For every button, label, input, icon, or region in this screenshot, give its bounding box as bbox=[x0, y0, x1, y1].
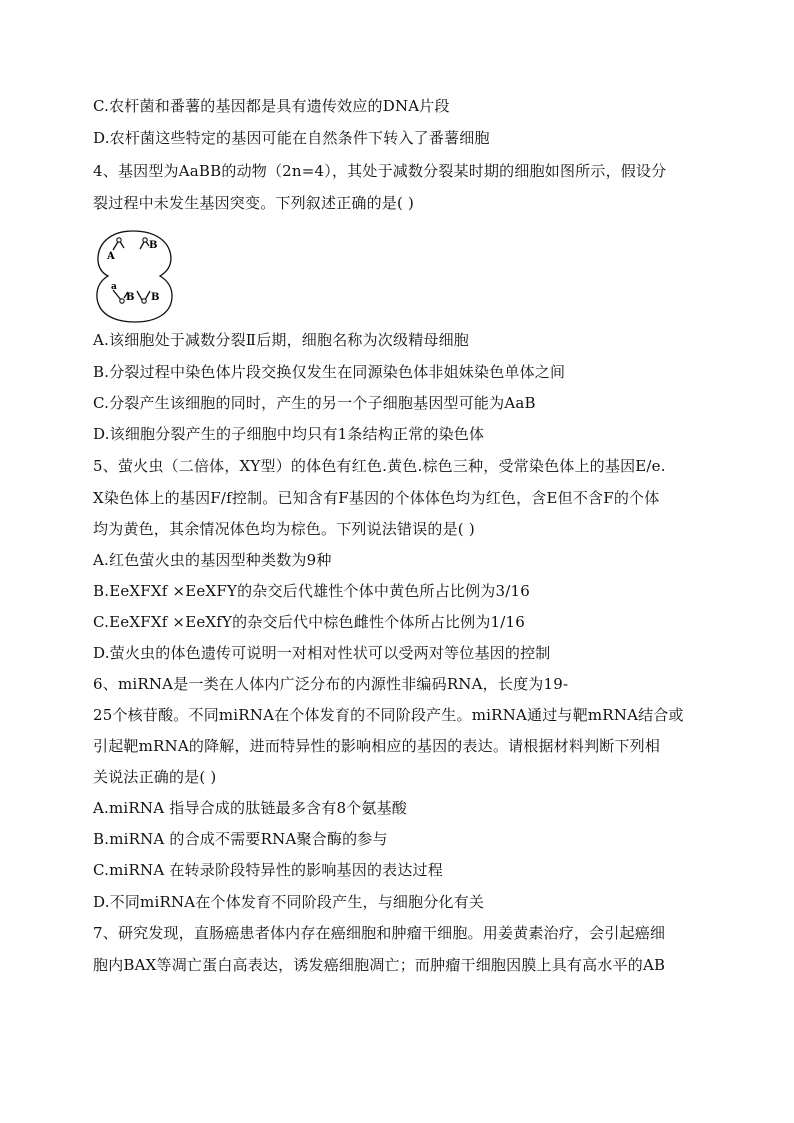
gene-label-a: a bbox=[111, 282, 117, 292]
q4-stem-line-2: 裂过程中未发生基因突变。下列叙述正确的是( ) bbox=[93, 194, 415, 212]
q4-option-c: C.分裂产生该细胞的同时，产生的另一个子细胞基因型可能为AaB bbox=[93, 394, 536, 412]
chromosome-lower-mid-right bbox=[137, 291, 142, 300]
q5-stem-line-3: 均为黄色，其余情况体色均为棕色。下列说法错误的是( ) bbox=[93, 520, 475, 538]
q6-option-a: A.miRNA 指导合成的肽链最多含有8个氨基酸 bbox=[93, 799, 407, 817]
q6-option-d: D.不同miRNA在个体发育不同阶段产生，与细胞分化有关 bbox=[93, 893, 485, 911]
gene-label-A: A bbox=[107, 251, 115, 262]
q4-option-d: D.该细胞分裂产生的子细胞中均只有1条结构正常的染色体 bbox=[93, 425, 485, 443]
q5-option-a: A.红色萤火虫的基因型种类数为9种 bbox=[93, 551, 332, 569]
q3-option-c: C.农杆菌和番薯的基因都是具有遗传效应的DNA片段 bbox=[93, 97, 450, 115]
q5-option-c: C.EeXFXf ×EeXfY的杂交后代中棕色雌性个体所占比例为1/16 bbox=[93, 613, 526, 631]
q6-stem-line-2: 25个核苷酸。不同miRNA在个体发育的不同阶段产生。miRNA通过与靶mRNA结合或 bbox=[93, 706, 684, 724]
q6-stem-line-1: 6、miRNA是一类在人体内广泛分布的内源性非编码RNA，长度为19- bbox=[93, 675, 569, 693]
centromere-upper-left bbox=[117, 238, 121, 242]
q6-stem-line-4: 关说法正确的是( ) bbox=[93, 768, 217, 786]
q4-stem-line-1: 4、基因型为AaBB的动物（2n=4），其处于减数分裂某时期的细胞如图所示，假设分 bbox=[93, 162, 667, 180]
q4-option-a: A.该细胞处于减数分裂Ⅱ后期，细胞名称为次级精母细胞 bbox=[93, 331, 469, 349]
cell-division-figure bbox=[93, 228, 177, 324]
centromere-upper-right bbox=[143, 238, 147, 242]
q6-stem-line-3: 引起靶mRNA的降解，进而特异性的影响相应的基因的表达。请根据材料判断下列相 bbox=[93, 737, 661, 755]
chromosome-lower-right bbox=[145, 291, 150, 300]
q5-stem-line-2: X染色体上的基因F/f控制。已知含有F基因的个体体色均为红色，含E但不含F的个体 bbox=[93, 489, 660, 507]
q5-option-b: B.EeXFXf ×EeXFY的杂交后代雄性个体中黄色所占比例为3/16 bbox=[93, 582, 530, 600]
q7-stem-line-2: 胞内BAX等凋亡蛋白高表达，诱发癌细胞凋亡；而肿瘤干细胞因膜上具有高水平的AB bbox=[93, 956, 666, 974]
q6-option-b: B.miRNA 的合成不需要RNA聚合酶的参与 bbox=[93, 830, 388, 848]
q4-option-b: B.分裂过程中染色体片段交换仅发生在同源染色体非姐妹染色单体之间 bbox=[93, 363, 566, 381]
centromere-lower-right bbox=[142, 299, 146, 303]
gene-label-B-lower-1: B bbox=[126, 292, 135, 303]
centromere-lower-left bbox=[120, 299, 124, 303]
q7-stem-line-1: 7、研究发现，直肠癌患者体内存在癌细胞和肿瘤干细胞。用姜黄素治疗，会引起癌细 bbox=[93, 924, 666, 942]
q5-stem-line-1: 5、萤火虫（二倍体，XY型）的体色有红色.黄色.棕色三种，受常染色体上的基因E/e. bbox=[93, 457, 666, 475]
q3-option-d: D.农杆菌这些特定的基因可能在自然条件下转入了番薯细胞 bbox=[93, 129, 490, 147]
q5-option-d: D.萤火虫的体色遗传可说明一对相对性状可以受两对等位基因的控制 bbox=[93, 644, 551, 662]
gene-label-B-lower-2: B bbox=[151, 292, 160, 303]
cell-outline bbox=[97, 231, 172, 322]
gene-label-B-upper: B bbox=[149, 240, 158, 251]
q6-option-c: C.miRNA 在转录阶段特异性的影响基因的表达过程 bbox=[93, 861, 443, 879]
